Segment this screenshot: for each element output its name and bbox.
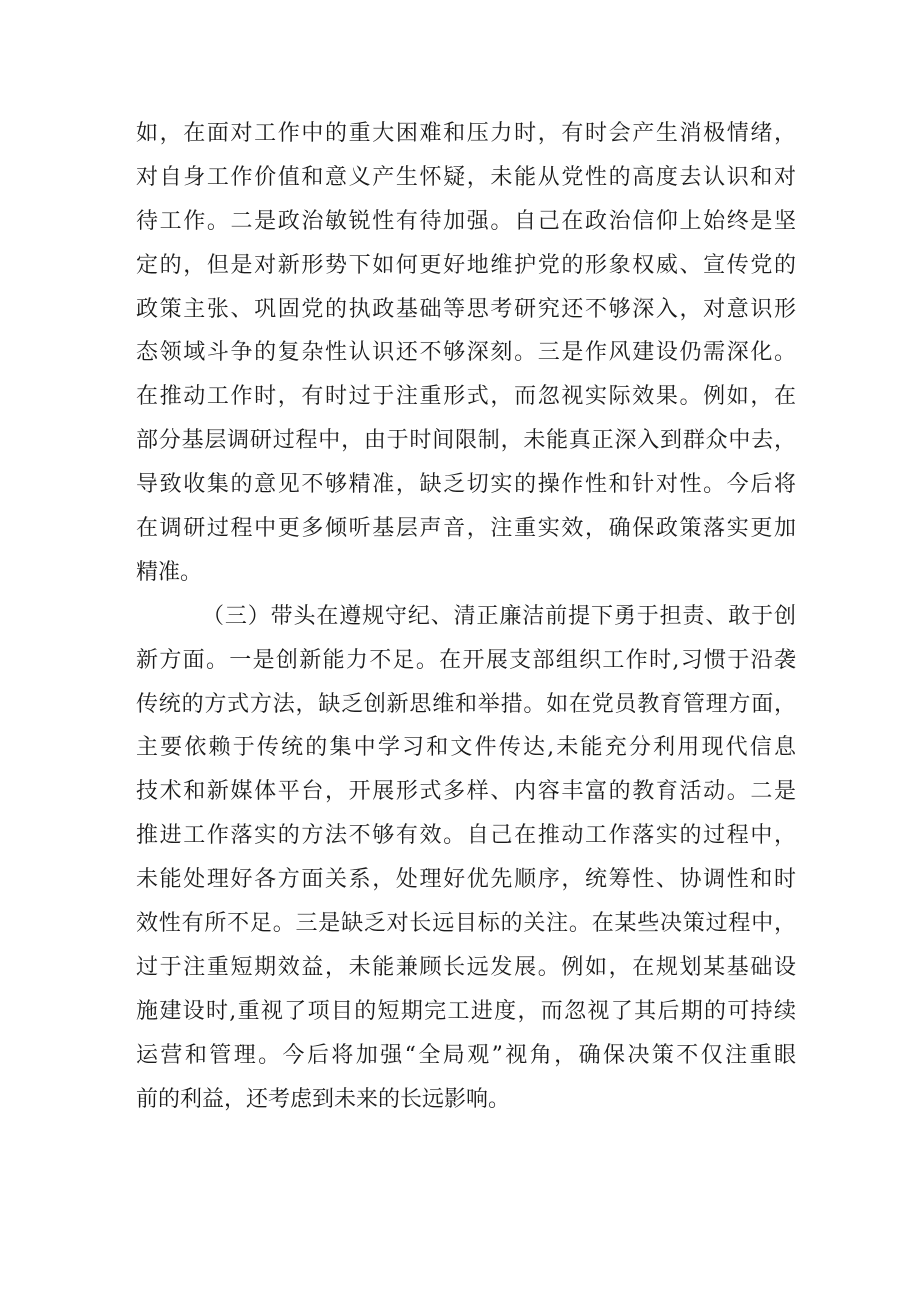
text-line: 态领域斗争的复杂性认识还不够深刻。三是作风建设仍需深化。 bbox=[136, 340, 796, 366]
text-line: 推进工作落实的方法不够有效。自己在推动工作落实的过程中， bbox=[136, 823, 796, 849]
text-line: 对自身工作价值和意义产生怀疑，未能从党性的高度去认识和对 bbox=[136, 164, 796, 190]
document-body bbox=[136, 112, 796, 1121]
text-line: 在调研过程中更多倾听基层声音，注重实效，确保政策落实更加 bbox=[136, 516, 796, 542]
text-line: 技术和新媒体平台，开展形式多样、内容丰富的教育活动。二是 bbox=[136, 779, 796, 805]
text-line: 政策主张、巩固党的执政基础等思考研究还不够深入，对意识形 bbox=[136, 296, 796, 322]
text-line: 过于注重短期效益，未能兼顾长远发展。例如，在规划某基础设 bbox=[136, 954, 796, 980]
text-line: 未能处理好各方面关系，处理好优先顺序，统筹性、协调性和时 bbox=[136, 867, 796, 893]
text-line: 主要依赖于传统的集中学习和文件传达,未能充分利用现代信息 bbox=[136, 735, 796, 761]
text-line: 在推动工作时，有时过于注重形式，而忽视实际效果。例如，在 bbox=[136, 384, 796, 410]
text-line: 如，在面对工作中的重大困难和压力时，有时会产生消极情绪， bbox=[136, 121, 796, 146]
text-line: 施建设时,重视了项目的短期完工进度，而忽视了其后期的可持续 bbox=[136, 998, 796, 1024]
text-line: 传统的方式方法，缺乏创新思维和举措。如在党员教育管理方面， bbox=[136, 691, 796, 717]
text-line: 效性有所不足。三是缺乏对长远目标的关注。在某些决策过程中， bbox=[136, 911, 796, 937]
text-line: 导致收集的意见不够精准，缺乏切实的操作性和针对性。今后将 bbox=[136, 472, 796, 498]
text-line: 精准。 bbox=[136, 559, 203, 585]
text-line: 运营和管理。今后将加强“全局观”视角，确保决策不仅注重眼 bbox=[136, 1042, 796, 1068]
text-line: 部分基层调研过程中，由于时间限制，未能真正深入到群众中去， bbox=[136, 428, 796, 454]
text-line: 新方面。一是创新能力不足。在开展支部组织工作时,习惯于沿袭 bbox=[136, 647, 796, 673]
text-line: 前的利益，还考虑到未来的长远影响。 bbox=[136, 1086, 511, 1112]
text-line: 定的，但是对新形势下如何更好地维护党的形象权威、宣传党的 bbox=[136, 252, 796, 278]
section-heading-line: （三）带头在遵规守纪、清正廉洁前提下勇于担责、敢于创 bbox=[202, 603, 796, 629]
text-line: 待工作。二是政治敏锐性有待加强。自己在政治信仰上始终是坚 bbox=[136, 208, 796, 234]
